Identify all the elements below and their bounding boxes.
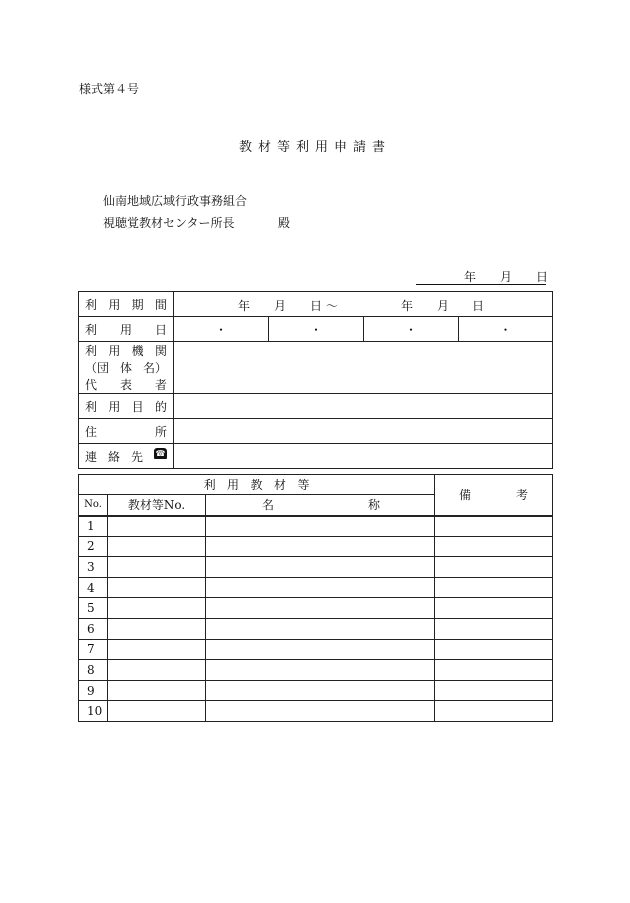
remarks-cell[interactable] <box>435 516 553 537</box>
table-row <box>79 618 553 639</box>
table-row <box>79 701 553 722</box>
use-day-field-2[interactable]: ・ <box>269 317 364 342</box>
material-name-cell[interactable] <box>206 618 435 639</box>
table-row <box>79 516 553 537</box>
material-no-cell[interactable] <box>108 557 206 578</box>
page-title: 教材等利用申請書 <box>238 140 391 155</box>
material-no-cell[interactable] <box>108 577 206 598</box>
use-day-field-4[interactable]: ・ <box>459 317 553 342</box>
date-year-label: 年 <box>464 270 477 284</box>
telephone-icon: ☎ <box>155 448 166 458</box>
row-number: 7 <box>79 639 108 660</box>
purpose-row <box>79 394 553 419</box>
use-days-label: 利 用 日 <box>79 317 174 342</box>
use-day-field-1[interactable]: ・ <box>174 317 269 342</box>
organization-label: 利 用 機 関 （団 体 名） 代 表 者 <box>79 342 174 394</box>
contact-row <box>79 444 553 469</box>
use-day-field-3[interactable]: ・ <box>364 317 459 342</box>
remarks-cell[interactable] <box>435 639 553 660</box>
row-number: 8 <box>79 660 108 681</box>
addressee-position: 視聴覚教材センター所長 <box>103 216 235 230</box>
date-day-label: 日 <box>536 270 549 284</box>
remarks-cell[interactable] <box>435 557 553 578</box>
remarks-header: 備 考 <box>435 475 553 516</box>
material-name-cell[interactable] <box>206 516 435 537</box>
row-number: 4 <box>79 577 108 598</box>
table-row <box>79 639 553 660</box>
material-name-cell[interactable] <box>206 577 435 598</box>
remarks-cell[interactable] <box>435 680 553 701</box>
form-number: 様式第４号 <box>79 82 140 96</box>
material-no-cell[interactable] <box>108 536 206 557</box>
row-number: 6 <box>79 618 108 639</box>
table-row <box>79 598 553 619</box>
date-month-label: 月 <box>500 270 513 284</box>
material-name-cell[interactable] <box>206 639 435 660</box>
addressee-organization: 仙南地域広域行政事務組合 <box>103 194 248 208</box>
material-name-cell[interactable] <box>206 660 435 681</box>
period-input[interactable]: 年 月 日 ～ 年 月 日 <box>174 292 553 317</box>
material-no-cell[interactable] <box>108 660 206 681</box>
materials-header-row <box>79 475 553 495</box>
material-name-cell[interactable] <box>206 598 435 619</box>
address-row <box>79 419 553 444</box>
material-no-cell[interactable] <box>108 701 206 722</box>
table-row <box>79 660 553 681</box>
remarks-cell[interactable] <box>435 598 553 619</box>
row-number: 3 <box>79 557 108 578</box>
period-label: 利 用 期 間 <box>79 292 174 317</box>
table-row <box>79 577 553 598</box>
remarks-cell[interactable] <box>435 660 553 681</box>
material-no-cell[interactable] <box>108 680 206 701</box>
purpose-input[interactable] <box>174 394 553 419</box>
purpose-label: 利 用 目 的 <box>79 394 174 419</box>
table-row <box>79 536 553 557</box>
remarks-cell[interactable] <box>435 536 553 557</box>
row-number: 9 <box>79 680 108 701</box>
materials-header: 利 用 教 材 等 <box>79 475 435 495</box>
contact-input[interactable] <box>174 444 553 469</box>
material-name-cell[interactable] <box>206 680 435 701</box>
use-days-row <box>79 317 553 342</box>
organization-input[interactable] <box>174 342 553 394</box>
row-number: 5 <box>79 598 108 619</box>
organization-row <box>79 342 553 394</box>
remarks-cell[interactable] <box>435 577 553 598</box>
row-number: 2 <box>79 536 108 557</box>
remarks-cell[interactable] <box>435 618 553 639</box>
period-row <box>79 292 553 317</box>
material-name-cell[interactable] <box>206 701 435 722</box>
material-no-cell[interactable] <box>108 598 206 619</box>
row-number: 10 <box>79 701 108 722</box>
contact-label: 連 絡 先 ☎ <box>79 444 174 469</box>
material-name-cell[interactable] <box>206 536 435 557</box>
col-material-no-header: 教材等No. <box>108 495 206 516</box>
addressee-honorific: 殿 <box>278 216 291 230</box>
application-date-field[interactable] <box>416 268 549 285</box>
material-no-cell[interactable] <box>108 516 206 537</box>
col-no-header: No. <box>79 495 108 516</box>
material-no-cell[interactable] <box>108 618 206 639</box>
row-number: 1 <box>79 516 108 537</box>
table-row <box>79 557 553 578</box>
table-row <box>79 680 553 701</box>
address-label: 住 所 <box>79 419 174 444</box>
address-input[interactable] <box>174 419 553 444</box>
applicant-info-table <box>78 291 553 469</box>
col-name-header: 名 称 <box>206 495 435 516</box>
materials-table <box>78 474 553 722</box>
remarks-cell[interactable] <box>435 701 553 722</box>
material-no-cell[interactable] <box>108 639 206 660</box>
material-name-cell[interactable] <box>206 557 435 578</box>
